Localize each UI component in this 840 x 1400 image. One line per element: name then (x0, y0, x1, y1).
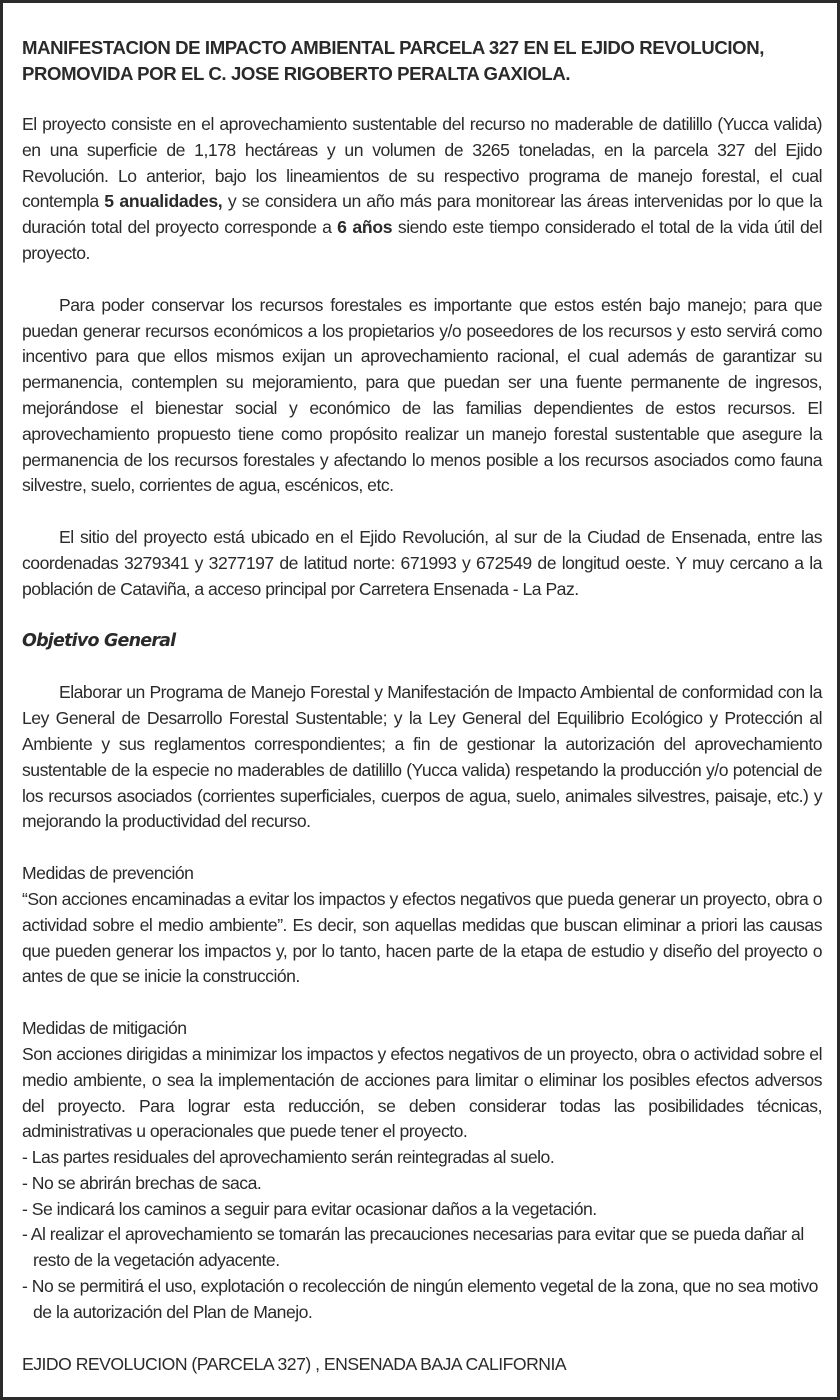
mitigation-paragraph: Son acciones dirigidas a minimizar los impactos y efectos negativos de un proyecto, obra o actividad sobre el medio ambiente, o sea la implementación de acciones para limitar o eliminar los posibles efectos adversos del proyecto. Para lograr esta reducción, se deben considerar todas las posibilidades técnicas, administrativas u operacionales que puede tener el proyecto. (22, 1043, 822, 1142)
title-line-1: MANIFESTACION DE IMPACTO AMBIENTAL PARCELA 327 EN EL EJIDO REVOLUCION, (22, 37, 764, 58)
prevention-heading: Medidas de prevención (22, 863, 194, 884)
intro-text-3: siendo este tiempo considerado el total de la vida útil del proyecto. (22, 217, 822, 263)
objective-heading: Objetivo General (22, 630, 176, 651)
intro-bold-years: 6 años (337, 217, 393, 238)
location-paragraph: El sitio del proyecto está ubicado en el Ejido Revolución, al sur de la Ciudad de Ensenada, entre las coordenadas 3279341 y 3277197 de latitud norte: 671993 y 672549 de longitud oeste. Y muy cercano a la población de Cataviña, a acceso principal por Carretera Ensenada - La Paz. (22, 527, 822, 599)
prevention-paragraph: “Son acciones encaminadas a evitar los impactos y efectos negativos que pueda generar un proyecto, obra o actividad sobre el medio ambiente”. Es decir, son aquellas medidas que buscan eliminar a priori las causas que pueden generar los impactos y, por lo tanto, hacen parte de la etapa de estudio y diseño del proyecto o antes de que se inicie la construcción. (22, 888, 822, 987)
notice-title (22, 35, 822, 86)
list-item: - Las partes residuales del aprovechamiento serán reintegradas al suelo. (22, 1147, 555, 1168)
intro-paragraph (22, 112, 822, 267)
list-item: - No se permitirá el uso, explotación o recolección de ningún elemento vegetal de la zona, que no sea motivo de la autorización del Plan de Manejo. (22, 1276, 818, 1322)
notice-content (22, 35, 822, 1377)
list-item: - Al realizar el aprovechamiento se tomarán las precauciones necesarias para evitar que se pueda dañar al resto de la vegetación adyacente. (22, 1224, 804, 1271)
mitigation-heading: Medidas de mitigación (22, 1018, 187, 1039)
list-item: - Se indicará los caminos a seguir para evitar ocasionar daños a la vegetación. (22, 1198, 597, 1219)
footer-location: EJIDO REVOLUCION (PARCELA 327) , ENSENADA BAJA CALIFORNIA (22, 1353, 567, 1374)
list-item: - No se abrirán brechas de saca. (22, 1172, 262, 1193)
objective-paragraph: Elaborar un Programa de Manejo Forestal y Manifestación de Impacto Ambiental de conformidad con la Ley General de Desarrollo Forestal Sustentable; y la Ley General del Equilibrio Ecológico y Protección al Ambiente y sus reglamentos correspondientes; a fin de gestionar la autorización del aprovechamiento sustentable de la especie no maderables de datilillo (Yucca valida) respetando la producción y/o potencial de los recursos asociados (corrientes superficiales, cuerpos de agua, suelo, animales silvestres, paisaje, etc.) y mejorando la productividad del recurso. (22, 682, 822, 832)
intro-bold-anualidades: 5 anualidades, (104, 191, 223, 212)
intro-text-2: y se considera un año más para monitorear las áreas intervenidas por lo que la duración total del proyecto corresponde a (22, 191, 822, 238)
title-line-2: PROMOVIDA POR EL C. JOSE RIGOBERTO PERALTA GAXIOLA. (22, 62, 571, 84)
conservation-paragraph: Para poder conservar los recursos forestales es importante que estos estén bajo manejo; para que puedan generar recursos económicos a los propietarios y/o poseedores de los recursos y esto servirá como incentivo para que ellos mismos exijan un aprovechamiento racional, el cual además de garantizar su permanencia, contemplen su mejoramiento, para que puedan ser una fuente permanente de ingresos, mejorándose el bienestar social y económico de las familias dependientes de estos recursos. El aprovechamiento propuesto tiene como propósito realizar un manejo forestal sustentable que asegure la permanencia de los recursos forestales y afectando lo menos posible a los recursos asociados como fauna silvestre, suelo, corrientes de agua, escénicos, etc. (22, 294, 822, 496)
intro-text-1: El proyecto consiste en el aprovechamiento sustentable del recurso no maderable de datilillo (Yucca valida) en una superficie de 1,178 hectáreas y un volumen de 3265 toneladas, en la parcela 327 del Ejido Revolución. Lo anterior, bajo los lineamientos de su respectivo programa de manejo forestal, el cual contempla (22, 114, 822, 212)
mitigation-list (22, 1145, 822, 1326)
